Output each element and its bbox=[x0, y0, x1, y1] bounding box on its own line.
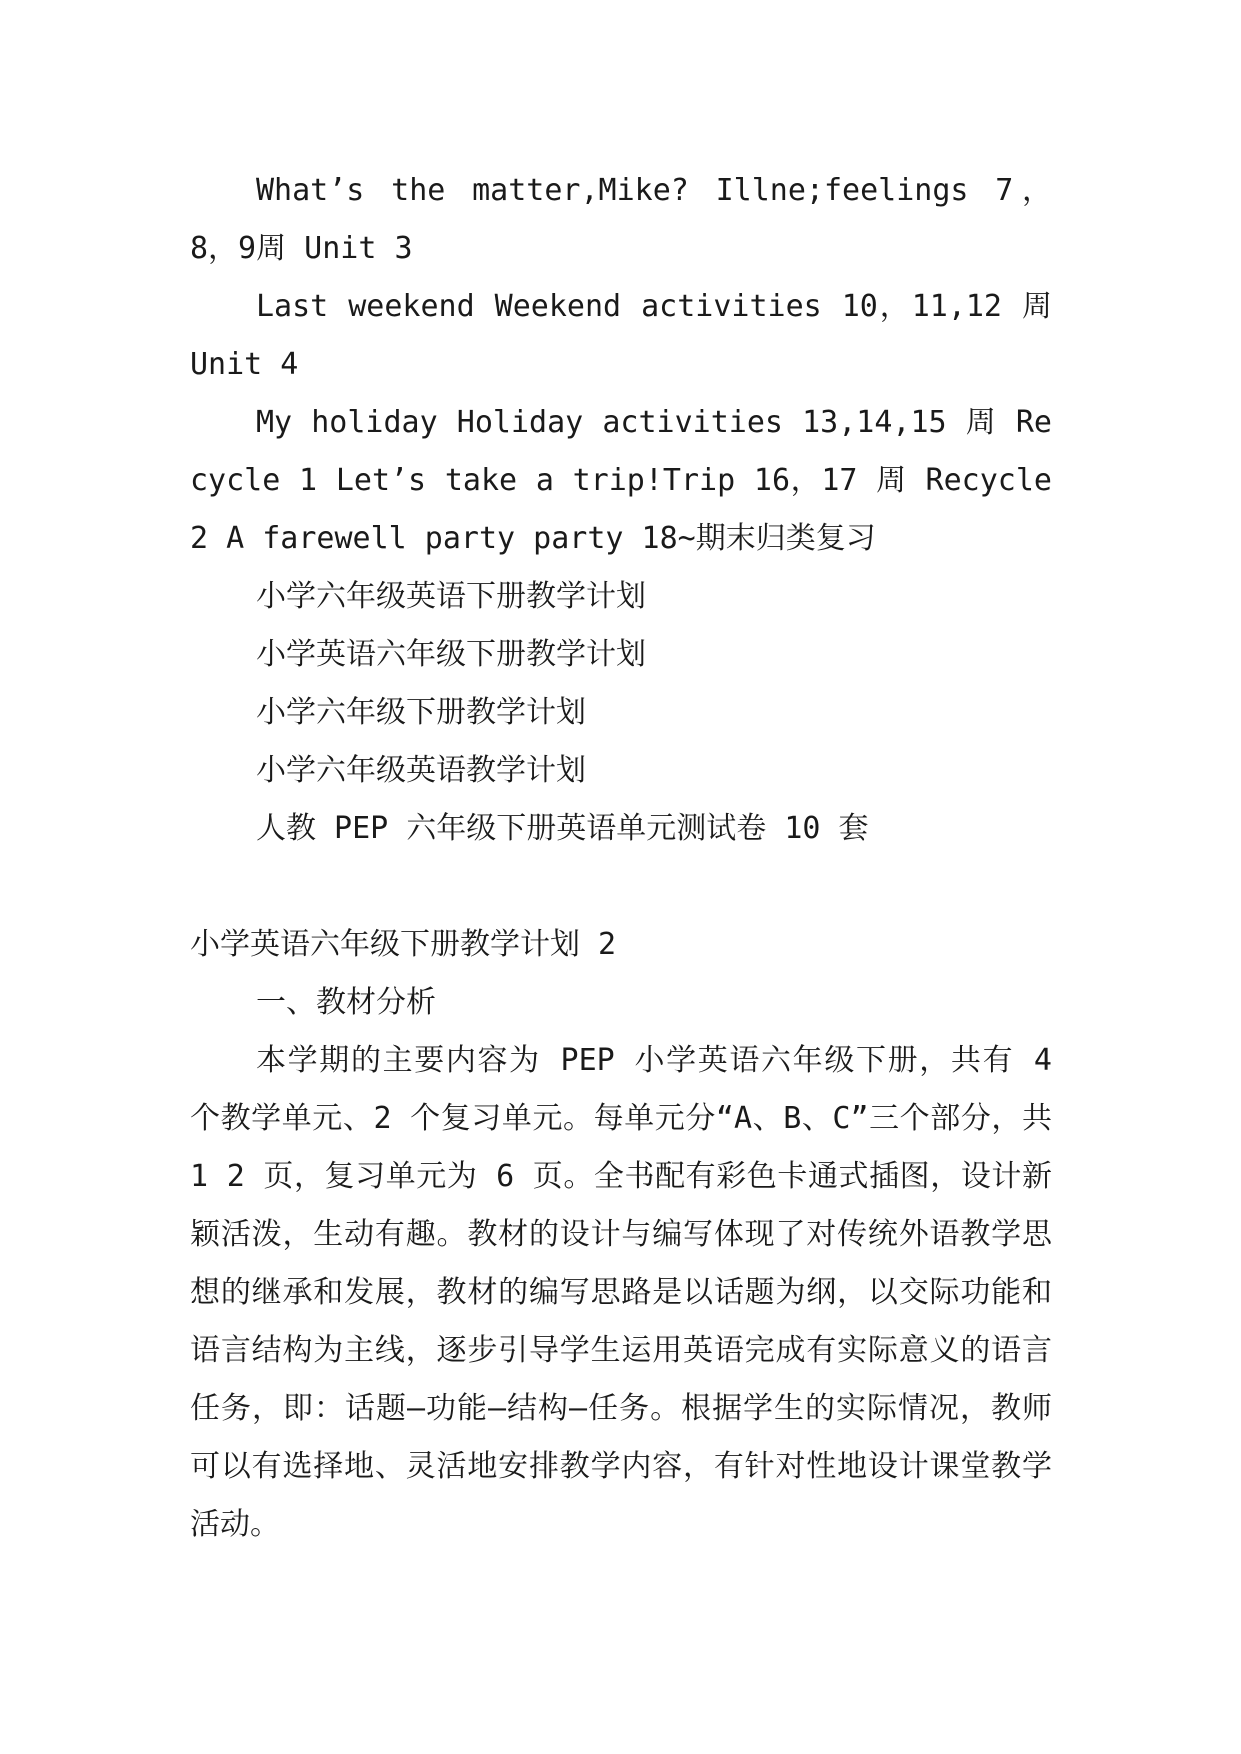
unit-schedule-paragraph: My holiday Holiday activities 13,14,15 周 Recycle 1 Let’s take a trip!Trip 16，17 周 Recycle 2 A farewell party party 18~期末归类复习 bbox=[190, 405, 1052, 556]
body-paragraph: 本学期的主要内容为 PEP 小学英语六年级下册，共有 4 个教学单元、2 个复习单元。每单元分“A、B、C”三个部分，共 1 2 页，复习单元为 6 页。全书配有彩色卡通式插图，设计新颖活泼，生动有趣。教材的设计与编写体现了对传统外语教学思想的继承和发展，教材的编写思路是以话题为纲，以交际功能和语言结构为主线，逐步引导学生运用英语完成有实际意义的语言任务，即：话题—功能—结构—任务。根据学生的实际情况，教师可以有选择地、灵活地安排教学内容，有针对性地设计课堂教学活动。 bbox=[190, 1043, 1052, 1542]
section-spacer bbox=[190, 858, 1052, 916]
related-link[interactable]: 小学六年级英语教学计划 bbox=[256, 753, 586, 788]
related-link[interactable]: 小学英语六年级下册教学计划 bbox=[256, 637, 646, 672]
related-link[interactable]: 小学六年级下册教学计划 bbox=[256, 695, 586, 730]
unit-schedule-paragraph: What’s the matter,Mike? Illne;feelings 7，8，9周 Unit 3 bbox=[190, 173, 1052, 266]
related-link[interactable]: 人教 PEP 六年级下册英语单元测试卷 10 套 bbox=[256, 811, 869, 846]
related-link[interactable]: 小学六年级英语下册教学计划 bbox=[256, 579, 646, 614]
section-heading: 一、教材分析 bbox=[256, 985, 436, 1020]
document-body bbox=[190, 162, 1052, 1554]
section-title: 小学英语六年级下册教学计划 2 bbox=[190, 927, 617, 962]
unit-schedule-paragraph: Last weekend Weekend activities 10，11,12 周 Unit 4 bbox=[190, 289, 1052, 382]
